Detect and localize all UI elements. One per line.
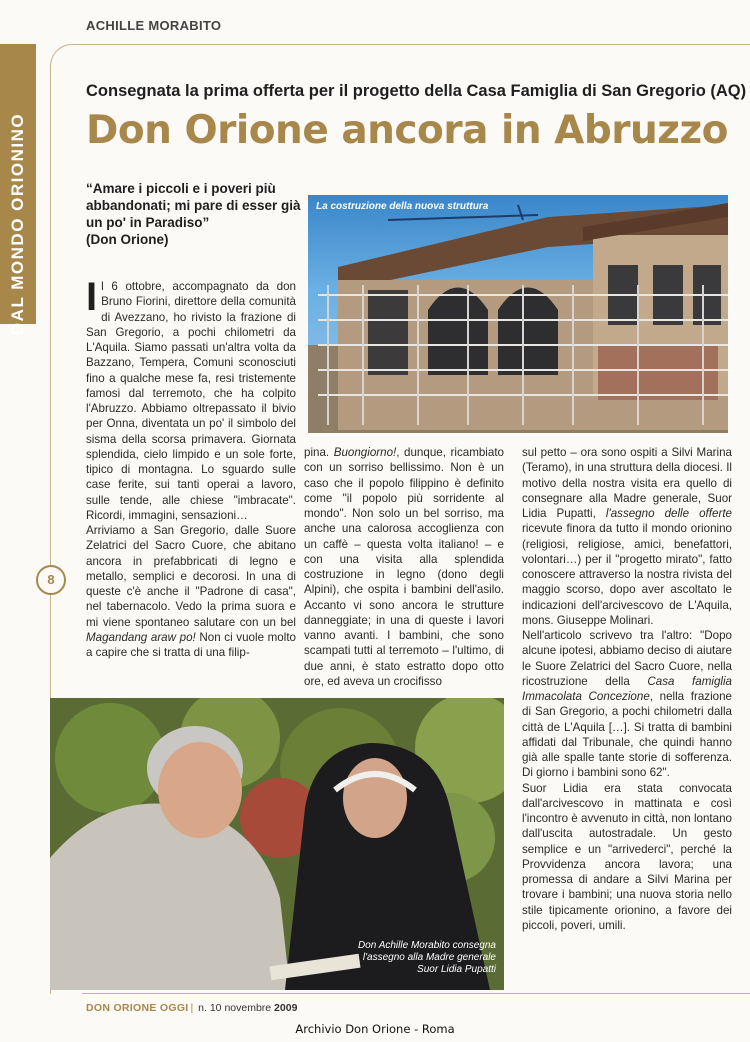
drop-cap: I [86, 275, 98, 319]
quote-attribution: (Don Orione) [86, 232, 169, 247]
photo-caption-bottom: Don Achille Morabito consegna l'assegno alla Madre generale Suor Lidia Pupatti [357, 940, 496, 975]
quote-text: “Amare i piccoli e i poveri più abbandonati; mi pare di esser già un po' in Paradiso” [86, 181, 301, 230]
magazine-name: DON ORIONE OGGI [86, 1002, 189, 1014]
footer-divider [82, 993, 750, 994]
construction-image [308, 195, 728, 433]
article-kicker: Consegnata la prima offerta per il progetto della Casa Famiglia di San Gregorio (AQ) [86, 82, 747, 100]
page-number: 8 [36, 565, 66, 595]
photo-caption-top: La costruzione della nuova struttura [316, 201, 489, 212]
paragraph: Il 6 ottobre, accompagnato da don Bruno Fiorini, direttore della comunità di Avezzano, ho rivisto la frazione di San Gregorio, a pochi chilometri da L'Aquila. Siamo passati un'altra volta da Bazzano, Tempera, Comuni sconosciuti fino a qualche mese fa, resi tristemente famosi dal terremoto, che ha colpito l'Abruzzo. Abbiamo oltrepassato il bivio per Onna, diventata un po' il simbolo del sisma della scorsa primavera. Giornata splendida, cielo limpido e un sole forte, tipico di montagna. Lo sguardo sulle case ferite, sui tanti operai a lavoro, sulle tende, alle chiese "imbracate". Ricordi, immagini, sensazioni… [86, 275, 296, 522]
issue-year: 2009 [274, 1002, 298, 1014]
footer-separator: | [190, 1002, 194, 1014]
paragraph: pina. Buongiorno!, dunque, ricambiato con un sorriso bellissimo. Non è un caso che il popolo filippino è definito come "il popolo più sorridente al mondo". Non solo un bel sorriso, ma anche una calorosa accoglienza con un caffè – questa volta italiano! – e con una visita alla splendida costruzione in legno (dono degli Alpini), che ospita i bambini dell'asilo. Accanto vi sono ancora le strutture danneggiate; in una di queste i lavori vanno avanti. I bambini, che sono scampati tutti al terremoto – l'ultimo, di due anni, è stato estratto dopo otto ore, ed aveva un crocifisso [304, 446, 504, 688]
section-label: DAL MONDO ORIONINO [8, 112, 27, 336]
paragraph: Arriviamo a San Gregorio, dalle Suore Zelatrici del Sacro Cuore, che abitano ancora in prefabbricati di legno e metallo, semplici e decorosi. In una di queste c'è anche il "Padrone di casa", nel tabernacolo. Vedo la prima suora e mi viene spontaneo salutare con un bel Magandang araw po! Non ci vuole molto a capire che si tratta di una filip- [86, 524, 297, 659]
author-header: ACHILLE MORABITO [86, 18, 222, 33]
article-column-3 [522, 445, 732, 933]
article-column-2 [304, 445, 504, 689]
page-footer [86, 1002, 297, 1014]
issue-info: n. 10 novembre [195, 1002, 275, 1014]
paragraph: Suor Lidia era stata convocata dall'arcivescovo in mattinata e così l'incontro è avvenuto in città, non lontano dall'uscita autostradale. Un gesto semplice e un "arrivederci", perché la Provvidenza ancora lavora; una promessa di andare a Silvi Marina per trovare i bambini; una nuova storia nello stile tipicamente orionino, a favore dei piccoli, poveri, umili. [522, 781, 732, 932]
pull-quote [86, 180, 301, 248]
section-sidebar [0, 44, 36, 336]
paragraph: sul petto – ora sono ospiti a Silvi Marina (Teramo), in una struttura della diocesi. Il motivo della nostra visita era quello di consegnare alla Madre generale, Suor Lidia Pupatti, l'assegno delle offerte ricevute finora da tutto il mondo orionino (religiosi, religiose, amici, benefattori, volontari…) per il "progetto mirato", fatto conoscere attraverso la nostra rivista del maggio scorso, dopo aver ascoltato le indicazioni dell'arcivescovo de L'Aquila, mons. Giuseppe Molinari. [522, 446, 732, 627]
paragraph: Nell'articolo scrivevo tra l'altro: "Dopo alcune ipotesi, abbiamo deciso di aiutare le Suore Zelatrici del Sacro Cuore, nella ricostruzione della Casa famiglia Immacolata Concezione, nella frazione di San Gregorio, a pochi chilometri dalla città de L'Aquila […]. Si tratta di bambini affidati dal Tribunale, che quindi hanno già alle spalle tante storie di sofferenza. Di giorno i bambini sono 62". [522, 629, 732, 780]
meeting-photo [50, 698, 504, 990]
construction-photo [308, 195, 728, 433]
article-column-1 [86, 275, 297, 660]
archive-credit: Archivio Don Orione - Roma [295, 1022, 455, 1036]
article-headline: Don Orione ancora in Abruzzo [86, 108, 728, 153]
